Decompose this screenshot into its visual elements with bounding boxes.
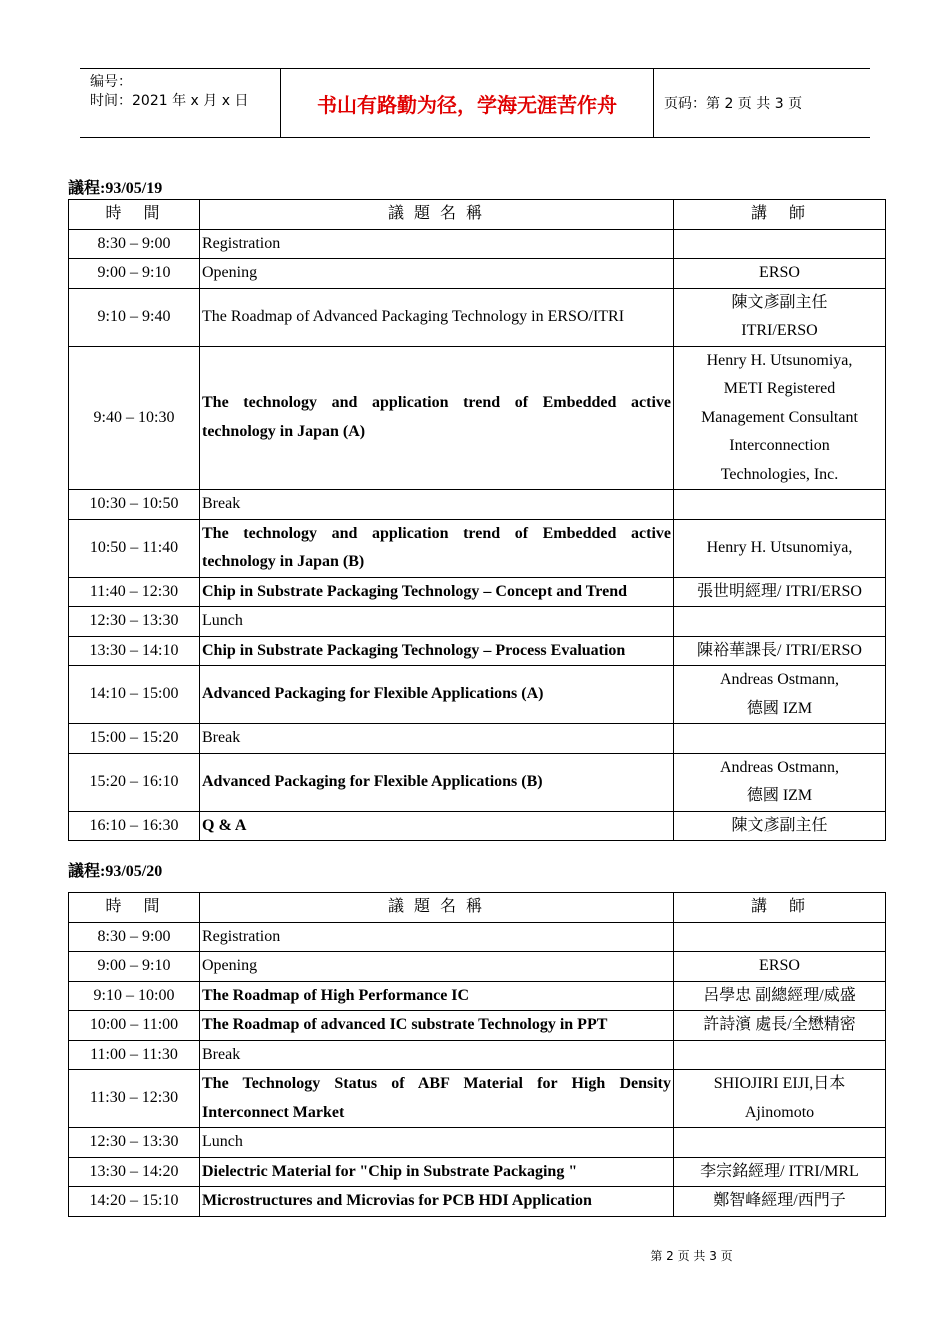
session-topic: Break bbox=[200, 724, 674, 754]
table-row bbox=[69, 922, 886, 952]
session-topic: The technology and application trend of Embedded active technology in Japan (A) bbox=[200, 346, 674, 490]
session-time: 9:00 – 9:10 bbox=[69, 952, 200, 982]
session-topic: The Roadmap of advanced IC substrate Technology in PPT bbox=[200, 1011, 674, 1041]
session-time: 9:10 – 9:40 bbox=[69, 288, 200, 346]
session-topic: Registration bbox=[200, 922, 674, 952]
session-time: 9:00 – 9:10 bbox=[69, 259, 200, 289]
session-time: 8:30 – 9:00 bbox=[69, 922, 200, 952]
table-row bbox=[69, 636, 886, 666]
session-topic: Break bbox=[200, 1040, 674, 1070]
session-speaker: 陳裕華課長/ ITRI/ERSO bbox=[674, 636, 886, 666]
agenda-title-2: 議程:93/05/20 bbox=[68, 863, 163, 880]
session-speaker: ERSO bbox=[674, 952, 886, 982]
column-header-topic: 議 題 名 稱 bbox=[200, 200, 674, 230]
session-topic: Dielectric Material for "Chip in Substrate Packaging " bbox=[200, 1157, 674, 1187]
column-header-speaker: 講 師 bbox=[674, 893, 886, 923]
session-topic: The technology and application trend of Embedded active technology in Japan (B) bbox=[200, 519, 674, 577]
session-topic: Q & A bbox=[200, 811, 674, 841]
table-row bbox=[69, 288, 886, 346]
header-time-label: 时间：2021 年 x 月 x 日 bbox=[90, 93, 249, 109]
table-row bbox=[69, 981, 886, 1011]
table-row bbox=[69, 1157, 886, 1187]
column-header-topic: 議 題 名 稱 bbox=[200, 893, 674, 923]
session-time: 10:00 – 11:00 bbox=[69, 1011, 200, 1041]
page-header bbox=[80, 68, 870, 138]
session-time: 10:50 – 11:40 bbox=[69, 519, 200, 577]
session-speaker: SHIOJIRI EIJI,日本 Ajinomoto bbox=[674, 1070, 886, 1128]
session-speaker: ERSO bbox=[674, 259, 886, 289]
session-topic: Lunch bbox=[200, 607, 674, 637]
session-time: 16:10 – 16:30 bbox=[69, 811, 200, 841]
column-header-speaker: 講 師 bbox=[674, 200, 886, 230]
session-topic: The Roadmap of Advanced Packaging Technology in ERSO/ITRI bbox=[200, 288, 674, 346]
session-speaker: Andreas Ostmann, 德國 IZM bbox=[674, 753, 886, 811]
session-speaker: 陳文彥副主任 ITRI/ERSO bbox=[674, 288, 886, 346]
table-row bbox=[69, 666, 886, 724]
session-speaker bbox=[674, 1128, 886, 1158]
session-speaker bbox=[674, 922, 886, 952]
table-row bbox=[69, 724, 886, 754]
table-row bbox=[69, 229, 886, 259]
session-time: 13:30 – 14:10 bbox=[69, 636, 200, 666]
column-header-time: 時 間 bbox=[69, 200, 200, 230]
table-row bbox=[69, 519, 886, 577]
session-topic: Lunch bbox=[200, 1128, 674, 1158]
footer-page-number: 第 2 页 共 3 页 bbox=[650, 1249, 733, 1263]
session-time: 12:30 – 13:30 bbox=[69, 1128, 200, 1158]
session-speaker: 呂學忠 副總經理/威盛 bbox=[674, 981, 886, 1011]
session-speaker: Henry H. Utsunomiya, bbox=[674, 519, 886, 577]
session-time: 10:30 – 10:50 bbox=[69, 490, 200, 520]
session-time: 12:30 – 13:30 bbox=[69, 607, 200, 637]
session-speaker bbox=[674, 229, 886, 259]
session-speaker: Henry H. Utsunomiya, METI Registered Management Consultant Interconnection Technologies, Inc. bbox=[674, 346, 886, 490]
header-motto: 书山有路勤为径，学海无涯苦作舟 bbox=[281, 69, 654, 137]
session-topic: The Roadmap of High Performance IC bbox=[200, 981, 674, 1011]
session-speaker: 李宗銘經理/ ITRI/MRL bbox=[674, 1157, 886, 1187]
session-time: 15:00 – 15:20 bbox=[69, 724, 200, 754]
agenda-table-2 bbox=[68, 892, 886, 1217]
table-row bbox=[69, 490, 886, 520]
session-time: 9:10 – 10:00 bbox=[69, 981, 200, 1011]
agenda-title-1: 議程:93/05/19 bbox=[68, 180, 163, 197]
session-speaker bbox=[674, 1040, 886, 1070]
session-time: 11:30 – 12:30 bbox=[69, 1070, 200, 1128]
session-time: 11:40 – 12:30 bbox=[69, 577, 200, 607]
session-topic: The Technology Status of ABF Material for High Density Interconnect Market bbox=[200, 1070, 674, 1128]
session-speaker bbox=[674, 724, 886, 754]
table-row bbox=[69, 1128, 886, 1158]
session-topic: Opening bbox=[200, 952, 674, 982]
session-topic: Registration bbox=[200, 229, 674, 259]
table-row bbox=[69, 811, 886, 841]
session-topic: Opening bbox=[200, 259, 674, 289]
header-meta bbox=[80, 69, 281, 137]
table-row bbox=[69, 1011, 886, 1041]
session-speaker bbox=[674, 490, 886, 520]
agenda-table-1 bbox=[68, 199, 886, 841]
table-row bbox=[69, 607, 886, 637]
session-time: 11:00 – 11:30 bbox=[69, 1040, 200, 1070]
table-row bbox=[69, 1187, 886, 1217]
table-row bbox=[69, 259, 886, 289]
table-row bbox=[69, 1040, 886, 1070]
session-speaker: 張世明經理/ ITRI/ERSO bbox=[674, 577, 886, 607]
session-speaker: 許詩濱 處長/全懋精密 bbox=[674, 1011, 886, 1041]
session-time: 13:30 – 14:20 bbox=[69, 1157, 200, 1187]
table-header-row bbox=[69, 200, 886, 230]
header-number-label: 编号： bbox=[90, 74, 132, 90]
session-topic: Break bbox=[200, 490, 674, 520]
table-row bbox=[69, 753, 886, 811]
session-speaker: 鄭智峰經理/西門子 bbox=[674, 1187, 886, 1217]
table-row bbox=[69, 952, 886, 982]
session-time: 9:40 – 10:30 bbox=[69, 346, 200, 490]
session-topic: Microstructures and Microvias for PCB HDI Application bbox=[200, 1187, 674, 1217]
session-topic: Chip in Substrate Packaging Technology – Concept and Trend bbox=[200, 577, 674, 607]
session-speaker bbox=[674, 607, 886, 637]
session-topic: Advanced Packaging for Flexible Applications (A) bbox=[200, 666, 674, 724]
session-speaker: Andreas Ostmann, 德國 IZM bbox=[674, 666, 886, 724]
session-time: 8:30 – 9:00 bbox=[69, 229, 200, 259]
session-time: 14:10 – 15:00 bbox=[69, 666, 200, 724]
header-page-info: 页码：第 2 页 共 3 页 bbox=[664, 96, 803, 112]
table-row bbox=[69, 577, 886, 607]
page-footer bbox=[0, 1247, 950, 1264]
table-row bbox=[69, 346, 886, 490]
column-header-time: 時 間 bbox=[69, 893, 200, 923]
session-topic: Chip in Substrate Packaging Technology – Process Evaluation bbox=[200, 636, 674, 666]
session-time: 15:20 – 16:10 bbox=[69, 753, 200, 811]
session-speaker: 陳文彥副主任 bbox=[674, 811, 886, 841]
session-time: 14:20 – 15:10 bbox=[69, 1187, 200, 1217]
table-row bbox=[69, 1070, 886, 1128]
table-header-row bbox=[69, 893, 886, 923]
session-topic: Advanced Packaging for Flexible Applications (B) bbox=[200, 753, 674, 811]
